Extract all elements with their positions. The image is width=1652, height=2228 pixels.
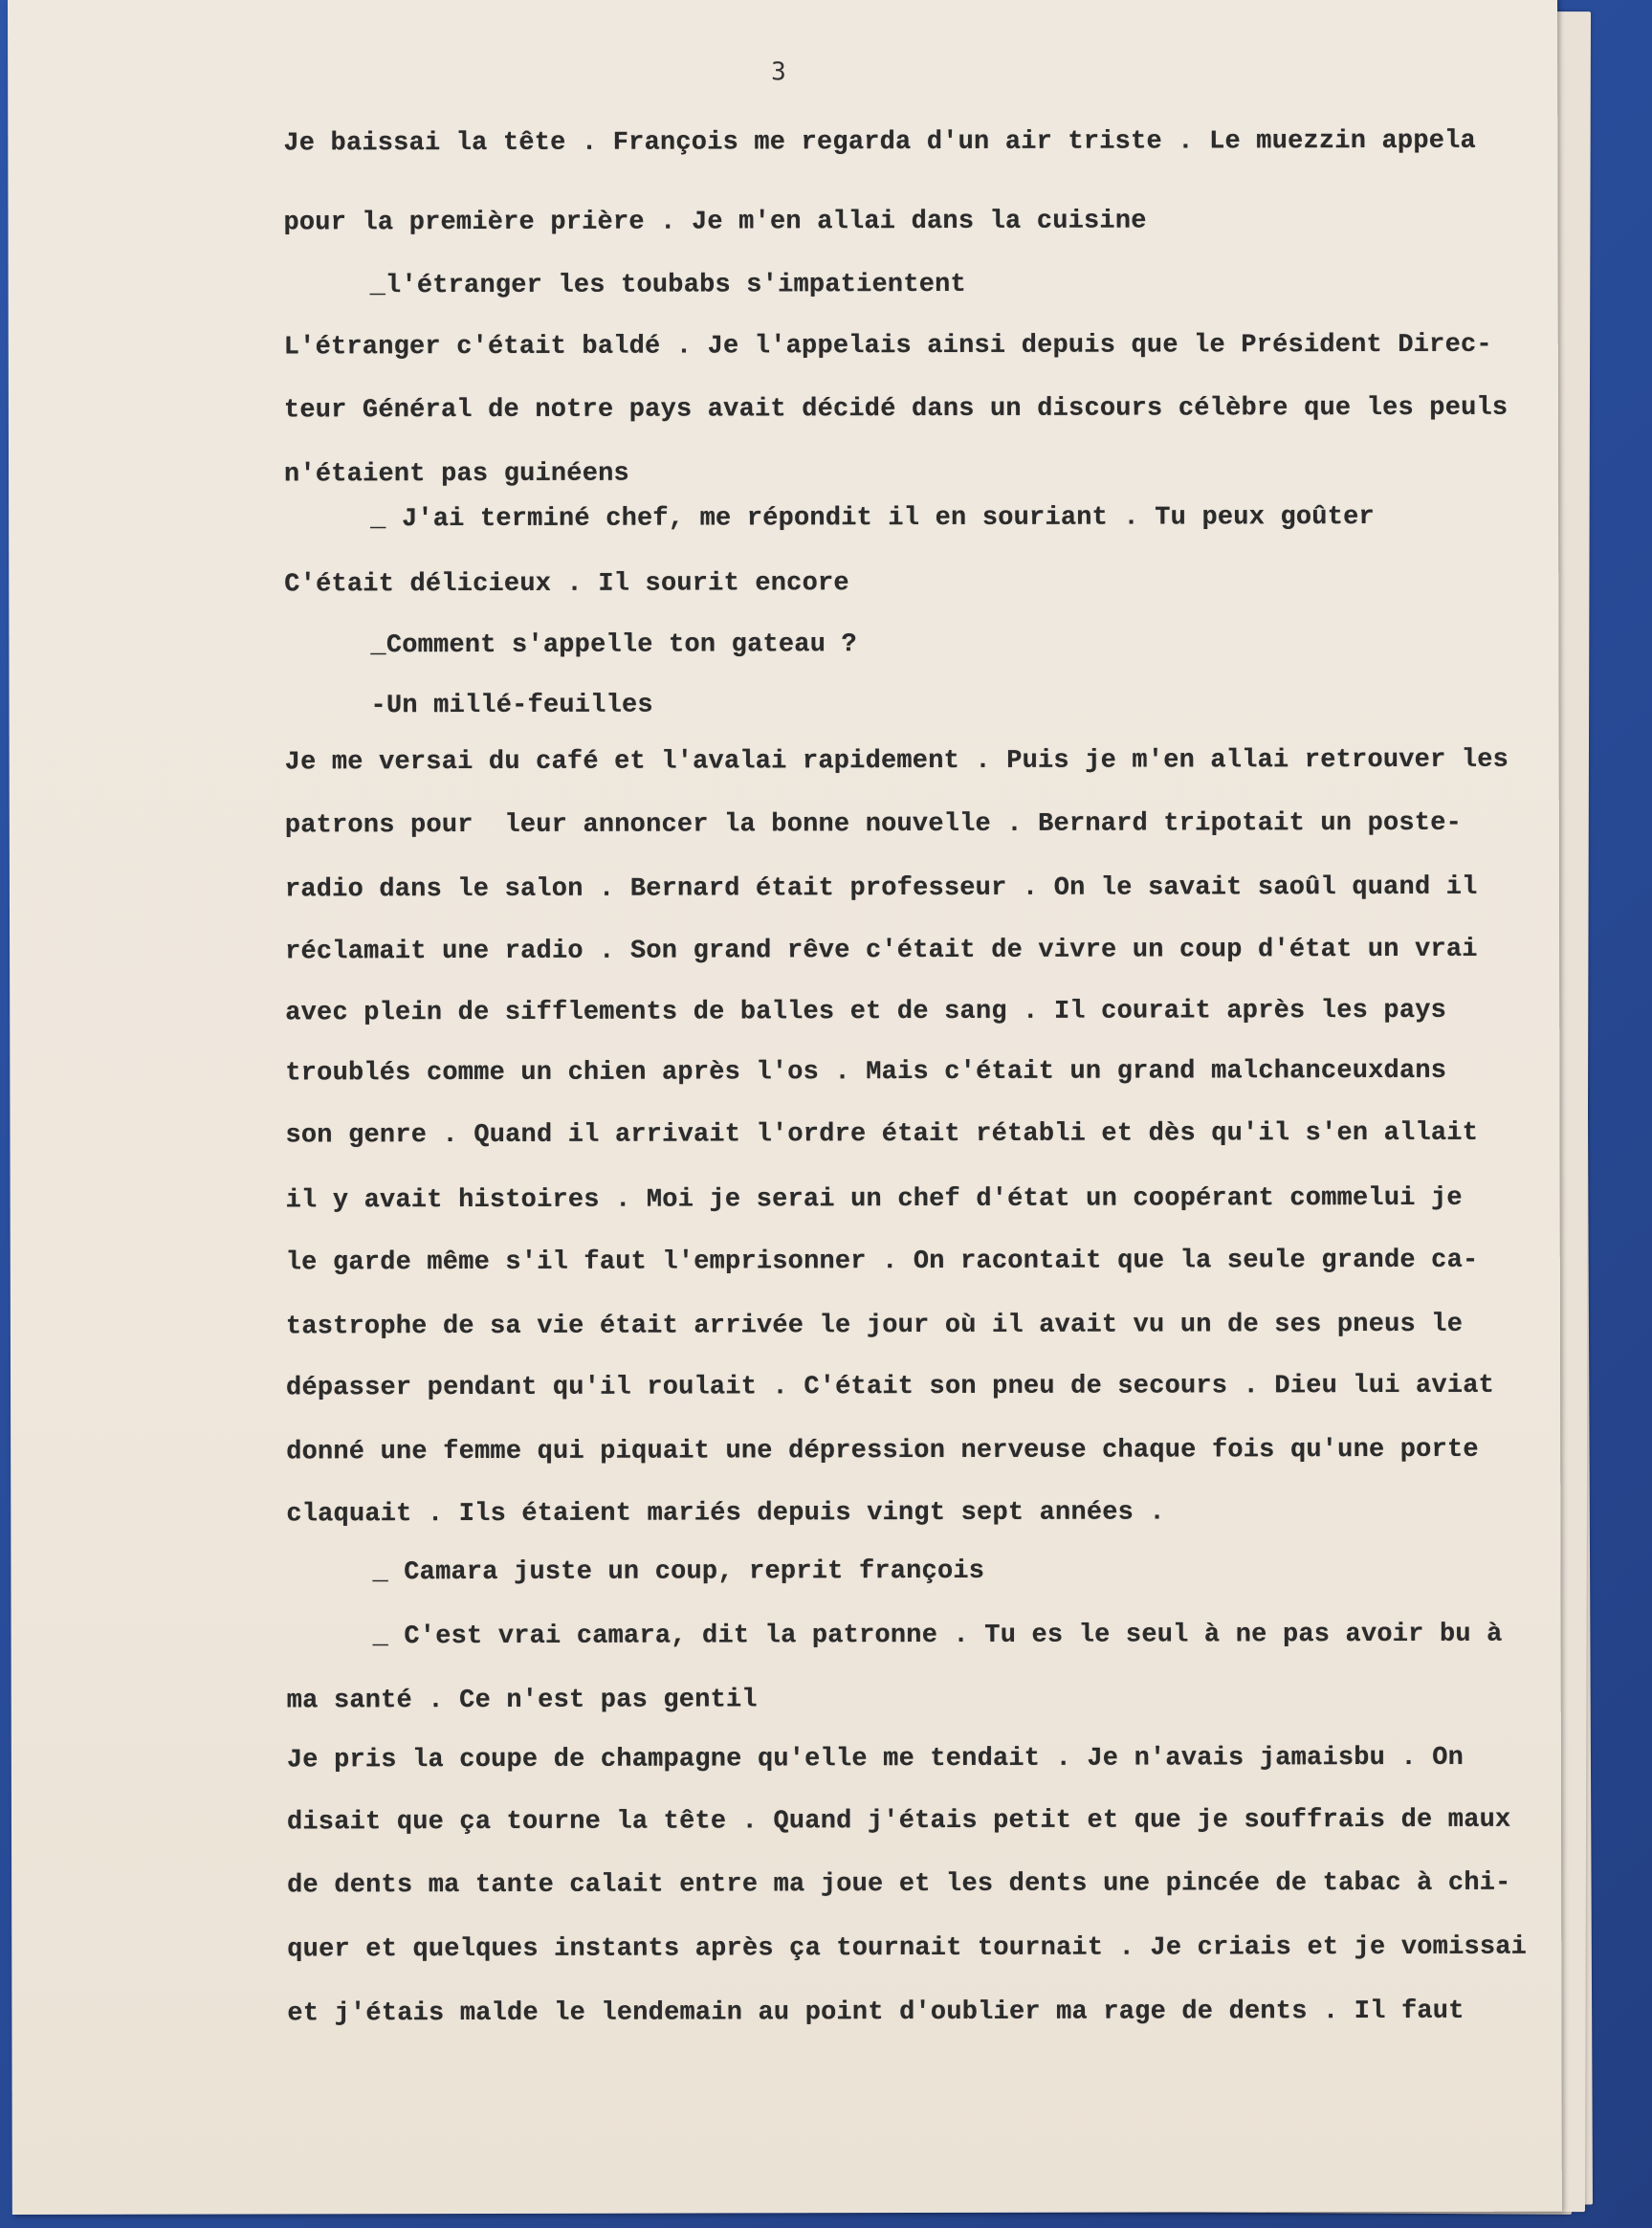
typed-text-body: [8, 0, 1562, 2215]
text-line: n'étaient pas guinéens: [284, 459, 629, 490]
typewritten-page: [8, 0, 1562, 2215]
text-line: donné une femme qui piquait une dépression nerveuse chaque fois qu'une porte: [286, 1435, 1479, 1467]
text-line: dépasser pendant qu'il roulait . C'était son pneu de secours . Dieu lui aviat: [286, 1371, 1495, 1403]
text-line: claquait . Ils étaient mariés depuis vingt sept années .: [286, 1498, 1165, 1530]
text-line: de dents ma tante calait entre ma joue et les dents une pincée de tabac à chi-: [287, 1868, 1511, 1901]
text-line: réclamait une radio . Son grand rêve c'était de vivre un coup d'état un vrai: [285, 935, 1478, 967]
text-line: teur Général de notre pays avait décidé dans un discours célèbre que les peuls: [283, 393, 1509, 426]
text-line: L'étranger c'était baldé . Je l'appelais ainsi depuis que le Président Direc-: [283, 330, 1492, 363]
text-line: -Un millé-feuilles: [370, 691, 653, 721]
text-line: disait que ça tourne la tête . Quand j'étais petit et que je souffrais de maux: [286, 1805, 1511, 1838]
text-line: radio dans le salon . Bernard était professeur . On le savait saoûl quand il: [284, 872, 1478, 905]
text-line: _ Camara juste un coup, reprit françois: [372, 1556, 985, 1588]
text-line: _ J'ai terminé chef, me répondit il en souriant . Tu peux goûter: [370, 503, 1375, 535]
text-line: son genre . Quand il arrivait l'ordre était rétabli et dès qu'il s'en allait: [285, 1118, 1479, 1151]
text-line: _ C'est vrai camara, dit la patronne . Tu es le seul à ne pas avoir bu à: [372, 1620, 1503, 1652]
text-line: il y avait histoires . Moi je serai un chef d'état un coopérant commelui je: [285, 1183, 1463, 1216]
text-line: avec plein de sifflements de balles et de sang . Il courait après les pays: [285, 996, 1447, 1028]
text-line: patrons pour leur annoncer la bonne nouvelle . Bernard tripotait un poste-: [284, 808, 1463, 841]
text-line: pour la première prière . Je m'en allai dans la cuisine: [283, 207, 1147, 238]
text-line: Je pris la coupe de champagne qu'elle me tendait . Je n'avais jamaisbu . On: [286, 1743, 1465, 1776]
text-line: troublés comme un chien après l'os . Mais c'était un grand malchanceuxdans: [285, 1056, 1447, 1089]
page-number: 3: [771, 57, 786, 87]
text-line: _Comment s'appelle ton gateau ?: [370, 630, 857, 661]
text-line: _l'étranger les toubabs s'impatientent: [369, 270, 966, 301]
text-line: C'était délicieux . Il sourit encore: [284, 569, 849, 600]
text-line: Je me versai du café et l'avalai rapidement . Puis je m'en allai retrouver les: [284, 745, 1509, 778]
text-line: tastrophe de sa vie était arrivée le jour où il avait vu un de ses pneus le: [285, 1310, 1464, 1342]
text-line: ma santé . Ce n'est pas gentil: [286, 1686, 758, 1716]
text-line: et j'étais malde le lendemain au point d'oublier ma rage de dents . Il faut: [287, 1996, 1465, 2029]
text-line: le garde même s'il faut l'emprisonner . On racontait que la seule grande ca-: [285, 1246, 1479, 1278]
text-line: quer et quelques instants après ça tournait tournait . Je criais et je vomissai: [287, 1932, 1528, 1965]
text-line: Je baissai la tête . François me regarda d'un air triste . Le muezzin appela: [283, 126, 1476, 159]
